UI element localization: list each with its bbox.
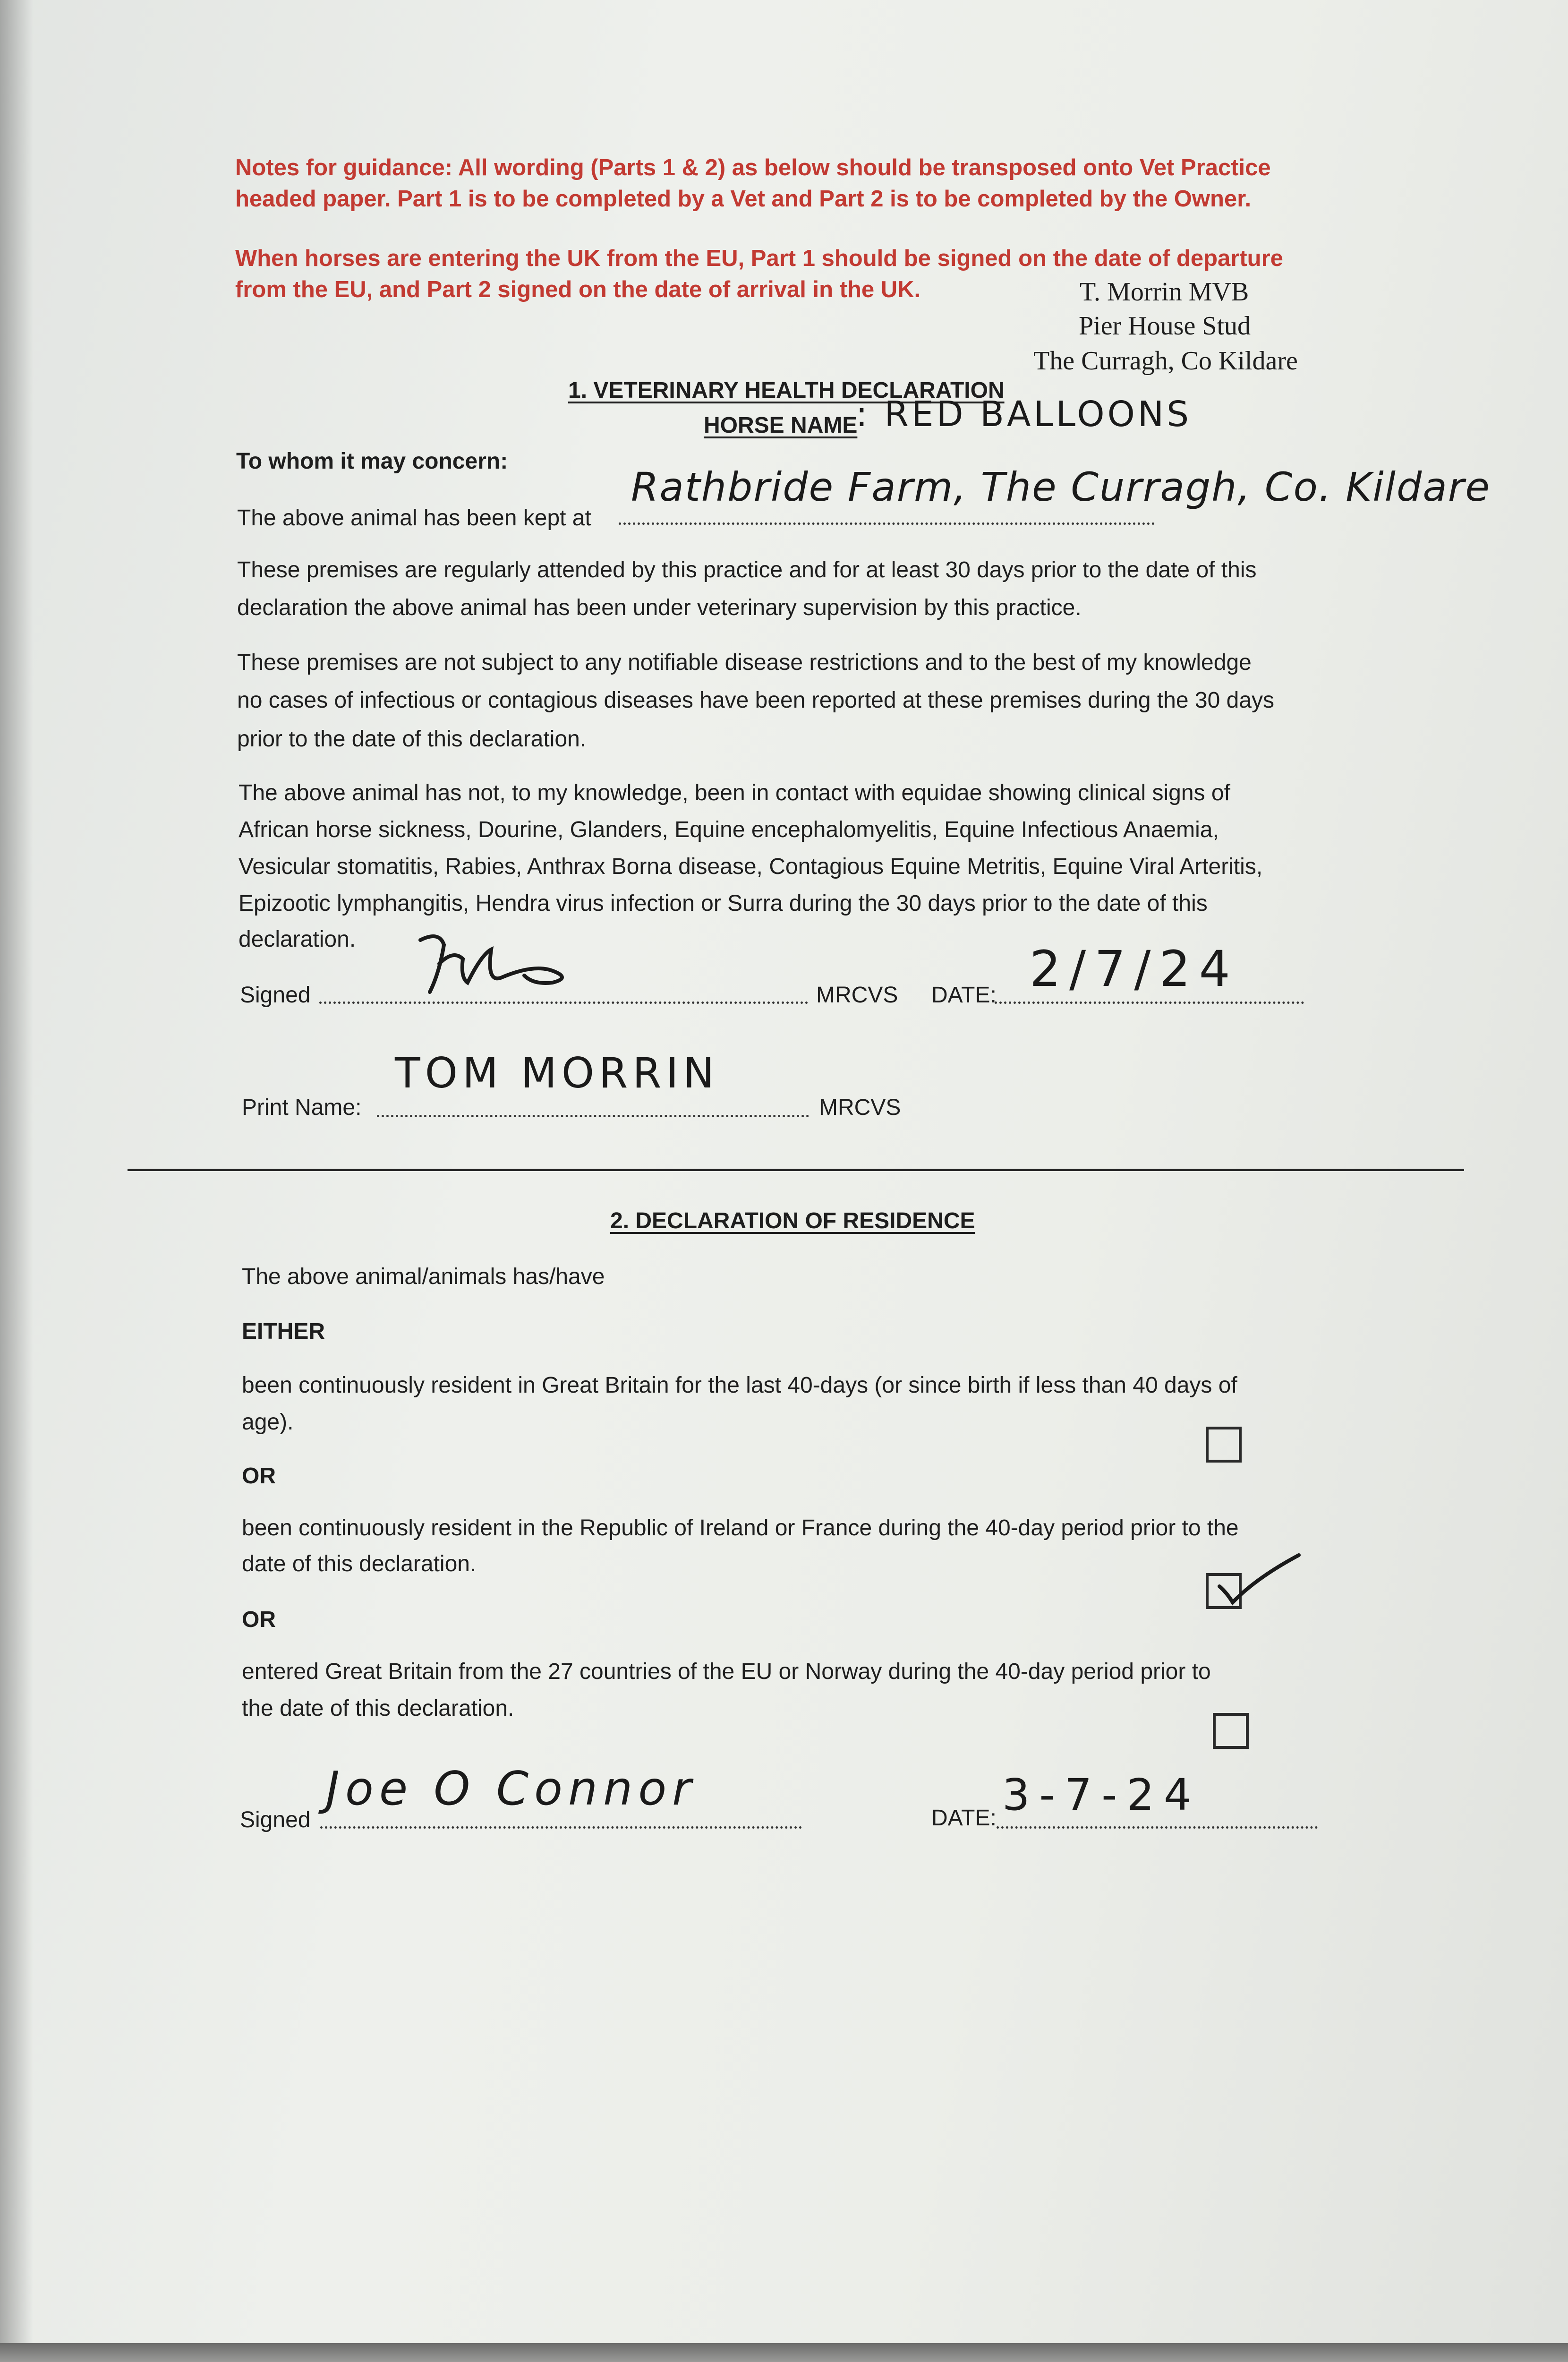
salutation: To whom it may concern: xyxy=(236,449,508,474)
horse-name-label: HORSE NAME xyxy=(704,413,858,438)
para2-line-1: These premises are not subject to any notifiable disease restrictions and to the best of my knowledge xyxy=(237,650,1252,675)
part2-date-line xyxy=(997,1826,1318,1829)
guidance-line-1: Notes for guidance: All wording (Parts 1 & 2) as below should be transposed onto Vet Practice xyxy=(235,155,1271,180)
stamp-line-1: T. Morrin MVB xyxy=(1080,277,1249,307)
option2-line-1: been continuously resident in the Republic of Ireland or France during the 40-day period prior to the xyxy=(242,1515,1239,1540)
part2-date-label: DATE: xyxy=(931,1806,997,1831)
part1-mrcvs-1: MRCVS xyxy=(816,983,898,1008)
kept-at-dotted-line xyxy=(619,522,1155,525)
horse-name-value: : RED BALLOONS xyxy=(856,394,1192,435)
para1-line-2: declaration the above animal has been under veterinary supervision by this practice. xyxy=(237,595,1082,620)
stamp-line-3: The Curragh, Co Kildare xyxy=(1033,346,1298,376)
para3-line-4: Epizootic lymphangitis, Hendra virus infection or Surra during the 30 days prior to the date of this xyxy=(239,891,1208,916)
part2-intro: The above animal/animals has/have xyxy=(242,1264,605,1289)
option2-line-2: date of this declaration. xyxy=(242,1551,477,1576)
part2-heading: 2. DECLARATION OF RESIDENCE xyxy=(610,1208,975,1233)
option3-line-1: entered Great Britain from the 27 countries of the EU or Norway during the 40-day period prior to xyxy=(242,1659,1211,1684)
part2-signature-line xyxy=(320,1826,802,1829)
guidance-line-4: from the EU, and Part 2 signed on the date of arrival in the UK. xyxy=(235,277,921,302)
para3-line-1: The above animal has not, to my knowledge, been in contact with equidae showing clinical signs of xyxy=(239,780,1230,805)
guidance-line-2: headed paper. Part 1 is to be completed by a Vet and Part 2 is to be completed by the Owner. xyxy=(235,186,1252,212)
print-name-label: Print Name: xyxy=(242,1095,362,1120)
part1-date-line xyxy=(995,1001,1304,1004)
option3-checkbox[interactable] xyxy=(1213,1713,1249,1749)
para1-line-1: These premises are regularly attended by this practice and for at least 30 days prior to the date of this xyxy=(237,557,1257,582)
stamp-line-2: Pier House Stud xyxy=(1079,311,1251,341)
para3-line-3: Vesicular stomatitis, Rabies, Anthrax Borna disease, Contagious Equine Metritis, Equine Viral Arteritis, xyxy=(239,854,1263,879)
part1-signature-line xyxy=(319,1001,808,1004)
part1-date-label: DATE: xyxy=(931,983,997,1008)
checkmark-icon xyxy=(1209,1549,1304,1611)
page-edge-shadow xyxy=(0,0,33,2343)
kept-at-label: The above animal has been kept at xyxy=(237,505,591,531)
either-label: EITHER xyxy=(242,1319,325,1344)
para3-line-2: African horse sickness, Dourine, Glanders, Equine encephalomyelitis, Equine Infectious Anaemia, xyxy=(239,817,1219,842)
kept-at-value: Rathbride Farm, The Curragh, Co. Kildare xyxy=(631,464,1491,510)
option1-line-2: age). xyxy=(242,1410,294,1435)
part1-signed-label: Signed xyxy=(240,983,311,1008)
option1-checkbox[interactable] xyxy=(1206,1427,1242,1463)
vet-signature xyxy=(411,926,609,1001)
or-label-1: OR xyxy=(242,1463,276,1489)
para2-line-2: no cases of infectious or contagious diseases have been reported at these premises during the 30 days xyxy=(237,688,1275,713)
part2-date-value: 3-7-24 xyxy=(1002,1770,1201,1820)
print-name-line xyxy=(377,1115,809,1117)
part1-heading: 1. VETERINARY HEALTH DECLARATION xyxy=(568,378,1005,403)
guidance-line-3: When horses are entering the UK from the EU, Part 1 should be signed on the date of departure xyxy=(235,246,1283,271)
para3-line-5: declaration. xyxy=(239,927,356,952)
para2-line-3: prior to the date of this declaration. xyxy=(237,727,587,752)
part1-date-value: 2/7/24 xyxy=(1030,940,1239,998)
print-name-value: TOM MORRIN xyxy=(395,1049,719,1097)
section-divider xyxy=(128,1169,1464,1171)
background-surface xyxy=(0,2343,1568,2362)
option1-line-1: been continuously resident in Great Britain for the last 40-days (or since birth if less than 40 days of xyxy=(242,1373,1237,1398)
option3-line-2: the date of this declaration. xyxy=(242,1696,514,1721)
part2-signed-label: Signed xyxy=(240,1807,311,1832)
or-label-2: OR xyxy=(242,1607,276,1632)
part1-mrcvs-2: MRCVS xyxy=(819,1095,901,1120)
owner-signature: Joe O Connor xyxy=(326,1762,697,1816)
